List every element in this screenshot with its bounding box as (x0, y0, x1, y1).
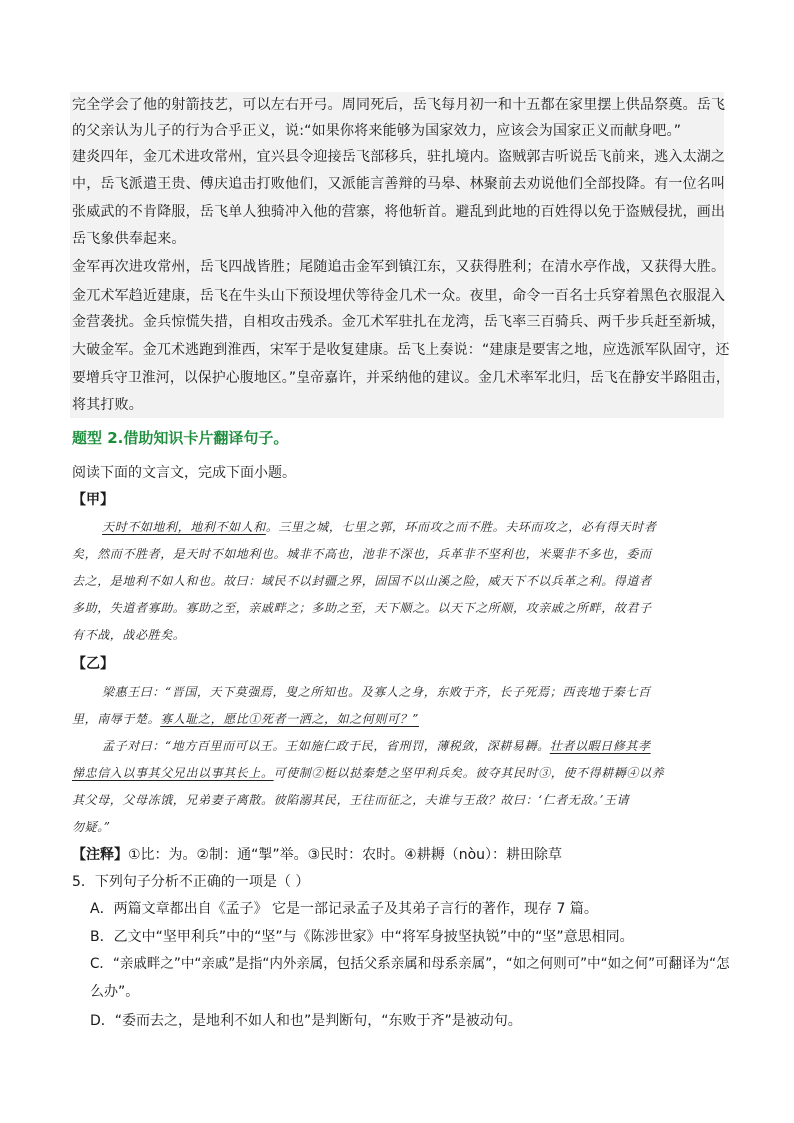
question-stem: 5．下列句子分析不正确的一项是（ ） (72, 874, 310, 890)
passage-yi-label: 【乙】 (72, 656, 114, 672)
translation-line: 张威武的不肯降服，岳飞单人独骑冲入他的营寨，将他斩首。避乱到此地的百姓得以免于盗贼侵扰，画出 (72, 204, 726, 220)
passage-jia-line: 去之，是地利不如人和也。故曰：域民不以封疆之界，固国不以山溪之险，威天下不以兵革之利。得道者 (72, 574, 652, 588)
passage-yi-line: 悌忠信入以事其父兄出以事其长上。可使制②梃以挞秦楚之坚甲利兵矣。彼夺其民时③，使不得耕耨④以养 (72, 766, 665, 780)
instruction-text: 阅读下面的文言文，完成下面小题。 (72, 465, 296, 481)
underlined-sentence: 天时不如地利，地利不如人和 (102, 520, 266, 534)
underlined-sentence: 寡人耻之，愿比①死者一洒之，如之何则可？” (160, 712, 419, 726)
passage-yi-line: 其父母，父母冻饿，兄弟妻子离散。彼陷溺其民，王往而征之，夫谁与王敌？故曰：‘仁者无敌。’王请 (72, 793, 630, 807)
translation-line: 金营袭扰。金兵惊慌失措，自相攻击残杀。金兀术军驻扎在龙湾，岳飞率三百骑兵、两千步兵赶至新城， (72, 314, 726, 330)
option-a: A．两篇文章都出自《孟子》 它是一部记录孟子及其弟子言行的著作，现存 7 篇。 (90, 901, 598, 917)
passage-yi-line: 梁惠王曰：“晋国，天下莫强焉，叟之所知也。及寡人之身，东败于齐，长子死焉；西丧地于秦七百 (102, 685, 651, 699)
underlined-sentence: 悌忠信入以事其父兄出以事其长上。 (72, 766, 274, 780)
passage-jia-line: 矣，然而不胜者，是天时不如地利也。城非不高也，池非不深也，兵革非不坚利也，米粟非不多也，委而 (72, 547, 652, 561)
passage-jia-line: 有不战，战必胜矣。 (72, 628, 186, 642)
passage-jia-line: 多助，失道者寡助。寡助之至，亲戚畔之；多助之至，天下顺之。以天下之所顺，攻亲戚之所畔，故君子 (72, 601, 652, 615)
option-c-continued: 么办”。 (90, 984, 140, 1000)
translation-line: 中，岳飞派遣王贵、傅庆追击打败他们，又派能言善辩的马皋、林聚前去劝说他们全部投降。有一位名叫 (72, 176, 726, 192)
option-d: D．“委而去之，是地利不如人和也”是判断句，“东败于齐”是被动句。 (90, 1013, 522, 1029)
passage-jia-label: 【甲】 (72, 492, 114, 508)
translation-line: 岳飞象供奉起来。 (72, 231, 186, 247)
translation-line: 的父亲认为儿子的行为合乎正义，说:“如果你将来能够为国家效力，应该会为国家正义而献身吧。” (72, 123, 682, 139)
underlined-sentence: 壮者以暇日修其孝 (549, 739, 651, 753)
translation-line: 建炎四年，金兀术进攻常州，宜兴县令迎接岳飞部移兵，驻扎境内。盗贼郭吉听说岳飞前来，逃入太湖之 (72, 149, 726, 165)
annotation-line: 【注释】①比：为。②制：通“掣”举。③民时：农时。④耕耨（nòu）：耕田除草 (72, 847, 563, 863)
passage-jia-line: 天时不如地利，地利不如人和。三里之城，七里之郭，环而攻之而不胜。夫环而攻之，必有得天时者 (102, 520, 657, 534)
translation-line: 大破金军。金兀术逃跑到淮西，宋军于是收复建康。岳飞上奏说：“建康是要害之地，应选派军队固守，还 (72, 342, 730, 358)
passage-yi-line: 孟子对曰：“地方百里而可以王。王如施仁政于民，省刑罚，薄税敛，深耕易耨。壮者以暇日修其孝 (102, 739, 651, 753)
translation-line: 金兀术军趋近建康，岳飞在牛头山下预设埋伏等待金几术一众。夜里，命令一百名士兵穿着黑色衣服混入 (72, 288, 726, 304)
option-c: C．“亲戚畔之”中“亲戚”是指“内外亲属，包括父系亲属和母系亲属”，“如之何则可”中“如之何”可翻译为“怎 (90, 956, 730, 972)
option-b: B．乙文中“坚甲利兵”中的“坚”与《陈涉世家》中“将军身披坚执锐”中的“坚”意思相同。 (90, 929, 634, 945)
translation-line: 完全学会了他的射箭技艺，可以左右开弓。周同死后，岳飞每月初一和十五都在家里摆上供品祭奠。岳飞 (72, 97, 726, 113)
passage-yi-line: 里，南辱于楚。寡人耻之，愿比①死者一洒之，如之何则可？” (72, 712, 419, 726)
translation-line: 要增兵守卫淮河，以保护心腹地区。”皇帝嘉许，并采纳他的建议。金几术率军北归，岳飞在静安半路阻击， (72, 370, 730, 386)
section-heading: 题型 2.借助知识卡片翻译句子。 (72, 429, 289, 447)
passage-yi-line: 勿疑。” (72, 820, 111, 834)
translation-line: 将其打败。 (72, 397, 143, 413)
translation-line: 金军再次进攻常州，岳飞四战皆胜；尾随追击金军到镇江东，又获得胜利；在清水亭作战，又获得大胜。 (72, 259, 726, 275)
